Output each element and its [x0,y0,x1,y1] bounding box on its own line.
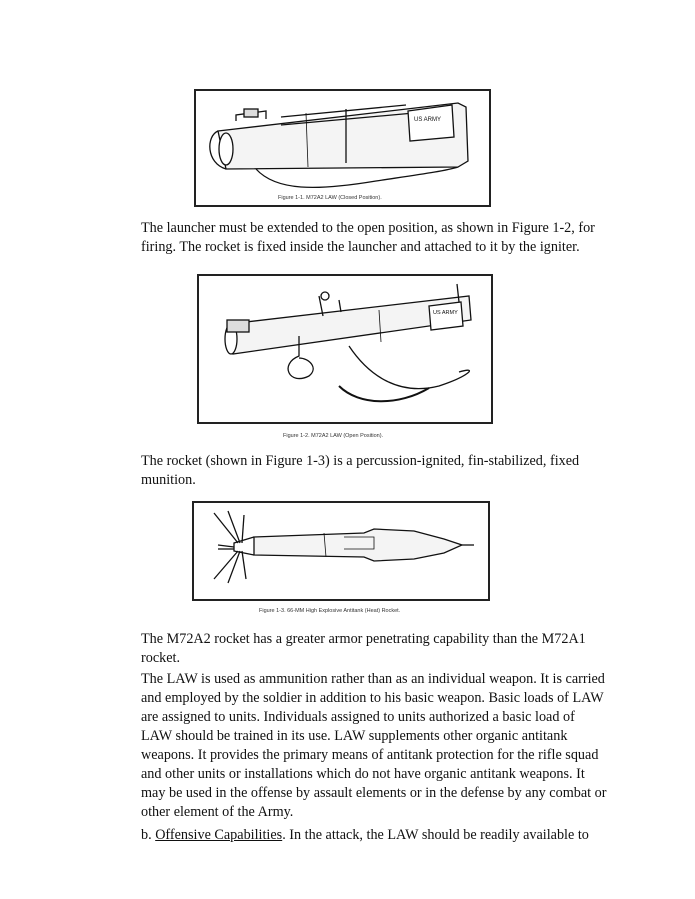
paragraph-launcher-open [141,219,595,257]
figure-1-3-caption: Figure 1-3. 66-MM High Explosive Antitank (Heat) Rocket. [259,608,401,614]
text-line: LAW should be trained in its use. LAW supplements other organic antitank [141,728,568,744]
text-line: rocket. [141,650,180,666]
text-line: firing. The rocket is fixed inside the launcher and attached to it by the igniter. [141,239,580,255]
paragraph-offensive-capabilities [141,826,591,845]
paragraph-law-usage [141,670,607,822]
figure-1-3 [192,501,490,601]
figure-1-2-caption: Figure 1-2. M72A2 LAW (Open Position). [283,433,384,439]
text-line [141,826,591,845]
figure-1-1-caption: Figure 1-1. M72A2 LAW (Closed Position). [278,195,382,201]
section-text: . In the attack, the LAW should be readily available to [282,827,589,843]
heat-rocket-illustration [194,503,488,599]
tube-marking-text: US ARMY [414,117,442,123]
text-line: munition. [141,472,196,488]
text-line: The rocket (shown in Figure 1-3) is a percussion-ignited, fin-stabilized, fixed [141,453,580,469]
section-heading: Offensive Capabilities [155,827,283,843]
figure-1-1 [194,89,491,207]
text-line: may be used in the offense by assault elements or in the defense by any combat or [141,785,607,801]
paragraph-rocket-description [141,452,591,490]
text-line: The launcher must be extended to the open position, as shown in Figure 1-2, for [141,220,595,236]
text-line: other element of the Army. [141,804,294,820]
text-line: are assigned to units. Individuals assigned to units authorized a basic load of [141,709,575,725]
text-line: weapons. It provides the primary means of antitank protection for the rifle squad [141,747,599,763]
text-line: and employed by the soldier in addition to his basic weapon. Basic loads of LAW [141,690,604,706]
tube-marking-text: US ARMY [433,310,458,316]
list-marker: b. [141,827,156,843]
text-line: The LAW is used as ammunition rather than as an individual weapon. It is carried [141,671,605,687]
m72a2-closed-illustration [196,91,489,205]
paragraph-armor-penetration [141,630,591,668]
m72a2-open-illustration [199,276,491,422]
figure-1-2 [197,274,493,424]
text-line: and other units or installations which do not have organic antitank weapons. It [141,766,585,782]
text-line: The M72A2 rocket has a greater armor penetrating capability than the M72A1 [141,631,586,647]
